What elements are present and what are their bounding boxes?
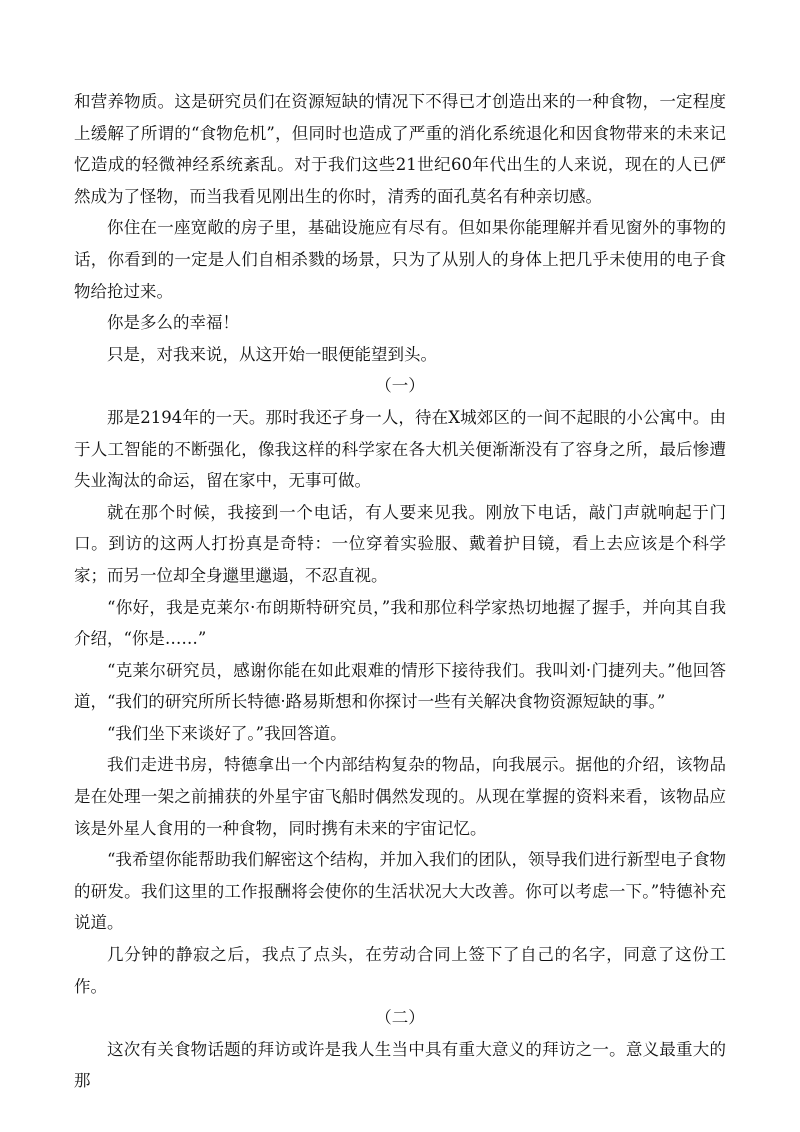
paragraph: 几分钟的静寂之后，我点了点头，在劳动合同上签下了自己的名字，同意了这份工作。 <box>74 945 726 996</box>
document-page <box>74 86 726 1097</box>
paragraph: “我希望你能帮助我们解密这个结构，并加入我们的团队，领导我们进行新型电子食物的研发。我们这里的工作报酬将会使你的生活状况大大改善。你可以考虑一下。”特德补充说道。 <box>74 850 726 933</box>
paragraph: 我们走进书房，特德拿出一个内部结构复杂的物品，向我展示。据他的介绍，该物品是在处理一架之前捕获的外星宇宙飞船时偶然发现的。从现在掌握的资料来看，该物品应该是外星人食用的一种食物，同时携有未来的宇宙记忆。 <box>74 755 726 838</box>
paragraph: “克莱尔研究员，感谢你能在如此艰难的情形下接待我们。我叫刘·门捷列夫。”他回答道，“我们的研究所所长特德·路易斯想和你探讨一些有关解决食物资源短缺的事。” <box>74 660 726 712</box>
section-heading: （二） <box>375 1008 425 1028</box>
paragraph: 你住在一座宽敞的房子里，基础设施应有尽有。但如果你能理解并看见窗外的事物的话，你看到的一定是人们自相杀戮的场景，只为了从别人的身体上把几乎未使用的电子食物给抢过来。 <box>74 218 726 301</box>
paragraph: 就在那个时候，我接到一个电话，有人要来见我。刚放下电话，敲门声就响起于门口。到访的这两人打扮真是奇特：一位穿着实验服、戴着护目镜，看上去应该是个科学家；而另一位却全身邋里邋遢，不忍直视。 <box>74 502 726 585</box>
paragraph: “你好，我是克莱尔·布朗斯特研究员，”我和那位科学家热切地握了握手，并向其自我介绍，“你是……” <box>74 597 726 649</box>
paragraph: 这次有关食物话题的拜访或许是我人生当中具有重大意义的拜访之一。意义最重大的那 <box>74 1039 726 1091</box>
paragraph: 和营养物质。这是研究员们在资源短缺的情况下不得已才创造出来的一种食物，一定程度上缓解了所谓的“食物危机”，但同时也造成了严重的消化系统退化和因食物带来的未来记忆造成的轻微神经系统紊乱。对于我们这些21世纪60年代出生的人来说，现在的人已俨然成为了怪物，而当我看见刚出生的你时，清秀的面孔莫名有种亲切感。 <box>74 92 726 206</box>
paragraph: 只是，对我来说，从这开始一眼便能望到头。 <box>107 344 437 364</box>
paragraph: 你是多么的幸福！ <box>107 313 239 333</box>
paragraph: “我们坐下来谈好了。”我回答道。 <box>107 723 347 743</box>
paragraph: 那是2194年的一天。那时我还孑身一人，待在X城郊区的一间不起眼的小公寓中。由于人工智能的不断强化，像我这样的科学家在各大机关便渐渐没有了容身之所，最后惨遭失业淘汰的命运，留在家中，无事可做。 <box>74 407 726 491</box>
section-heading: （一） <box>375 376 425 396</box>
